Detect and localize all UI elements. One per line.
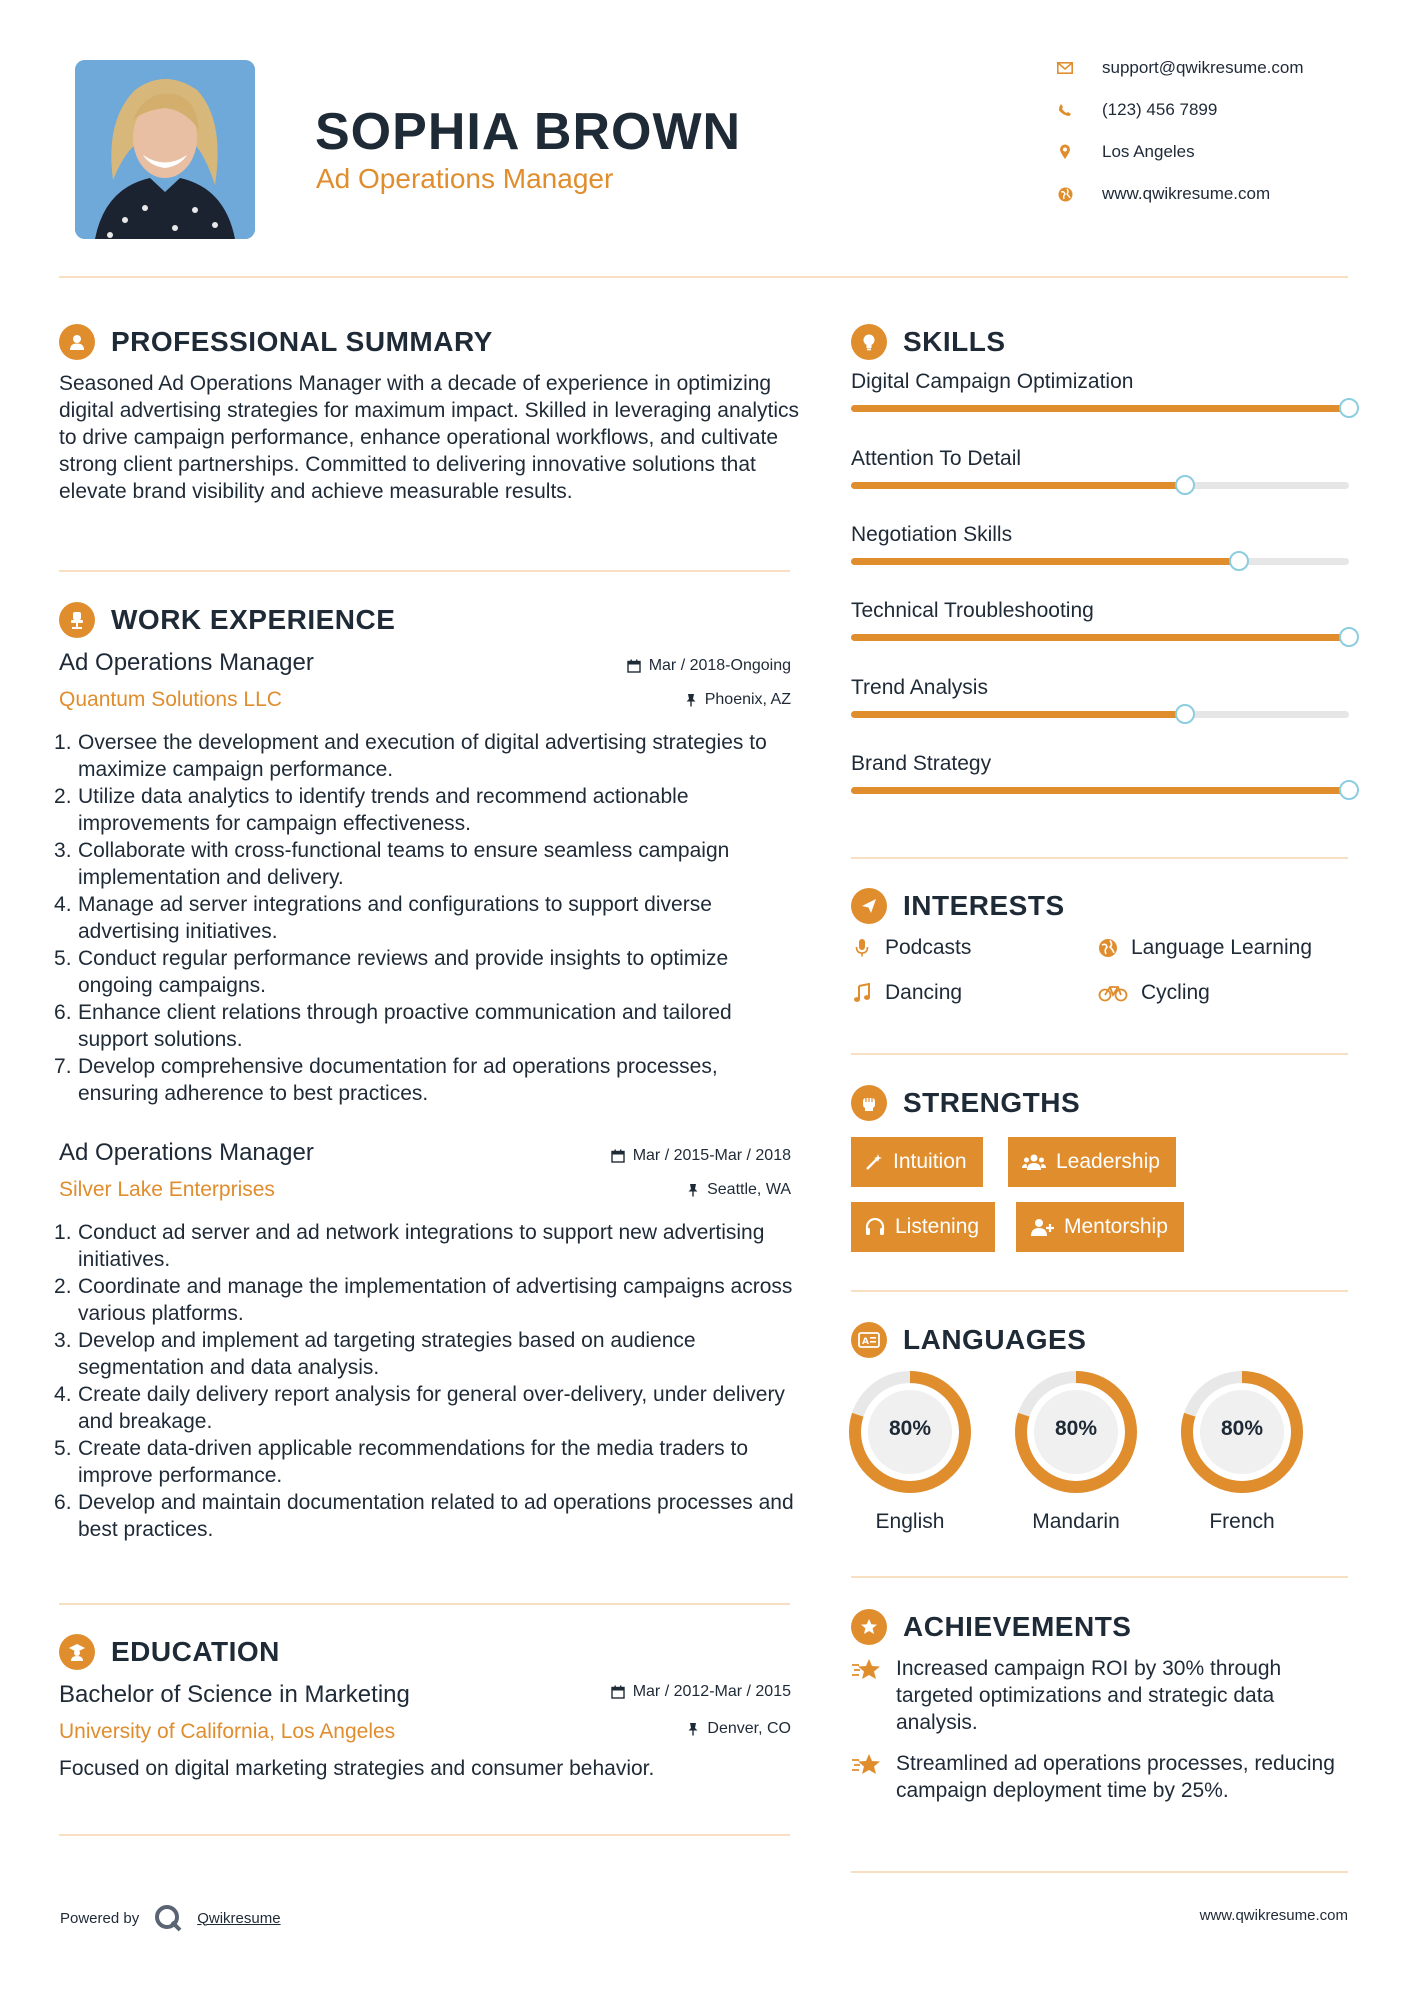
- contact-email-text: support@qwikresume.com: [1102, 58, 1304, 77]
- skill-track: [851, 634, 1349, 641]
- phone-icon: [1055, 100, 1075, 120]
- header-divider: [59, 276, 1348, 278]
- interests-title: INTERESTS: [903, 890, 1065, 921]
- skills-divider: [851, 857, 1348, 859]
- headphones-icon: [865, 1218, 885, 1236]
- summary-text: Seasoned Ad Operations Manager with a decade of experience in optimizing digital advertising strategies for maximum impact. Skilled in leveraging analytics to drive campaign performance, enhance operational workflows, and cultivate strong client partnerships. Committed to delivering innovative solutions that elevate brand visibility and achieve measurable results.: [59, 372, 799, 503]
- achievements-heading: [851, 1609, 1131, 1645]
- skill-item: [851, 370, 1351, 394]
- powered-by: [60, 1903, 281, 1933]
- users-icon: [1022, 1153, 1046, 1171]
- pushpin-icon: [687, 1722, 699, 1736]
- duty-item: Conduct regular performance reviews and provide insights to optimize ongoing campaigns.: [78, 947, 729, 997]
- job-1-dates: [627, 657, 791, 675]
- microphone-icon: [851, 938, 873, 958]
- experience-title: WORK EXPERIENCE: [111, 604, 396, 635]
- duty-item: Create daily delivery report analysis for general over-delivery, under delivery and breakage.: [78, 1383, 785, 1433]
- language-item: [1180, 1370, 1304, 1534]
- languages-divider: [851, 1576, 1348, 1578]
- strength-label: Listening: [895, 1215, 980, 1238]
- skill-fill: [851, 787, 1349, 794]
- interest-label: Cycling: [1141, 981, 1210, 1004]
- skill-knob: [1339, 627, 1359, 647]
- languages-title: LANGUAGES: [903, 1324, 1087, 1355]
- duty-item: Create data-driven applicable recommendations for the media traders to improve performance.: [78, 1437, 749, 1487]
- strength-badge: [1016, 1202, 1184, 1252]
- education-dates: [611, 1683, 791, 1701]
- svg-text:A: A: [862, 1337, 869, 1347]
- calendar-icon: [627, 659, 641, 673]
- education-location-text: Denver, CO: [707, 1720, 791, 1737]
- job-1-company: Quantum Solutions LLC: [59, 688, 282, 711]
- language-percent: 80%: [1054, 1417, 1098, 1440]
- skill-knob: [1339, 398, 1359, 418]
- globe-icon: [1055, 184, 1075, 204]
- lightbulb-icon: [851, 324, 887, 360]
- skill-name: Negotiation Skills: [851, 523, 1013, 546]
- interest-item: [1097, 981, 1210, 1005]
- job-2-duties: [54, 1219, 794, 1543]
- job-2-location-text: Seattle, WA: [707, 1181, 791, 1198]
- strength-badge: [1008, 1137, 1176, 1187]
- education-heading: [59, 1634, 280, 1670]
- user-icon: [59, 324, 95, 360]
- skill-track: [851, 711, 1349, 718]
- education-location: [687, 1720, 791, 1738]
- education-school: University of California, Los Angeles: [59, 1720, 396, 1743]
- skill-fill: [851, 405, 1349, 412]
- map-pin-icon: [1055, 142, 1075, 162]
- language-name: English: [875, 1510, 945, 1533]
- language-name: Mandarin: [1032, 1510, 1120, 1533]
- contact-phone-text: (123) 456 7899: [1102, 100, 1218, 119]
- skill-track: [851, 787, 1349, 794]
- skill-name: Digital Campaign Optimization: [851, 370, 1134, 393]
- skill-fill: [851, 558, 1239, 565]
- duty-item: Utilize data analytics to identify trends and recommend actionable improvements for campaign effectiveness.: [78, 785, 689, 835]
- strength-label: Leadership: [1056, 1150, 1160, 1173]
- skill-name: Attention To Detail: [851, 447, 1022, 470]
- skill-name: Brand Strategy: [851, 752, 992, 775]
- globe-icon: [1097, 938, 1119, 958]
- calendar-icon: [611, 1149, 625, 1163]
- strengths-heading: [851, 1085, 1080, 1121]
- duty-item: Conduct ad server and ad network integrations to support new advertising initiatives.: [78, 1221, 765, 1271]
- office-chair-icon: [59, 602, 95, 638]
- award-star-icon: [851, 1657, 885, 1736]
- strengths-divider: [851, 1290, 1348, 1292]
- skill-item: [851, 676, 1351, 700]
- language-name: French: [1209, 1510, 1275, 1533]
- duty-item: Enhance client relations through proactive communication and tailored support solutions.: [78, 1001, 732, 1051]
- skill-track: [851, 482, 1349, 489]
- skill-knob: [1175, 704, 1195, 724]
- language-percent: 80%: [888, 1417, 932, 1440]
- pushpin-icon: [685, 693, 697, 707]
- music-note-icon: [851, 983, 873, 1003]
- candidate-name: SOPHIA BROWN: [315, 103, 742, 161]
- duty-item: Coordinate and manage the implementation of advertising campaigns across various platforms.: [78, 1275, 793, 1325]
- envelope-icon: [1055, 58, 1075, 78]
- experience-divider: [59, 1603, 790, 1605]
- skills-heading: [851, 324, 1006, 360]
- interest-item: [851, 936, 971, 960]
- contact-location-text: Los Angeles: [1102, 142, 1195, 161]
- profile-photo: [75, 60, 255, 239]
- summary-divider: [59, 570, 790, 572]
- language-percent: 80%: [1220, 1417, 1264, 1440]
- skill-item: [851, 447, 1351, 471]
- skill-track: [851, 558, 1349, 565]
- duty-item: Develop and implement ad targeting strategies based on audience segmentation and data analysis.: [78, 1329, 696, 1379]
- language-card-icon: [851, 1322, 887, 1358]
- candidate-title: Ad Operations Manager: [316, 163, 614, 194]
- user-plus-icon: [1030, 1218, 1054, 1236]
- interest-item: [851, 981, 962, 1005]
- contact-email[interactable]: [1055, 58, 1304, 78]
- calendar-icon: [611, 1685, 625, 1699]
- interests-heading: [851, 888, 1065, 924]
- paper-plane-icon: [851, 888, 887, 924]
- footer-url[interactable]: www.qwikresume.com: [1199, 1907, 1348, 1924]
- skill-item: [851, 523, 1351, 547]
- achievement-text: Streamlined ad operations processes, reducing campaign deployment time by 25%.: [896, 1752, 1335, 1802]
- skills-title: SKILLS: [903, 326, 1006, 357]
- achievements-title: ACHIEVEMENTS: [903, 1611, 1132, 1642]
- contact-website-text: www.qwikresume.com: [1102, 184, 1271, 203]
- duty-item: Develop and maintain documentation related to ad operations processes and best practices.: [78, 1491, 794, 1541]
- job-1-location-text: Phoenix, AZ: [704, 691, 791, 708]
- strength-badge: [851, 1202, 995, 1252]
- education-dates-text: Mar / 2012-Mar / 2015: [632, 1683, 791, 1700]
- strength-label: Intuition: [893, 1150, 967, 1173]
- contact-phone[interactable]: [1055, 100, 1217, 120]
- duty-item: Oversee the development and execution of digital advertising strategies to maximize campaign performance.: [78, 731, 767, 781]
- strength-label: Mentorship: [1064, 1215, 1168, 1238]
- skill-knob: [1339, 780, 1359, 800]
- job-2-company: Silver Lake Enterprises: [59, 1178, 275, 1201]
- skill-fill: [851, 711, 1185, 718]
- award-star-icon: [851, 1752, 885, 1804]
- education-description: Focused on digital marketing strategies and consumer behavior.: [59, 1757, 655, 1780]
- interests-divider: [851, 1053, 1348, 1055]
- duty-item: Collaborate with cross-functional teams to ensure seamless campaign implementation and delivery.: [78, 839, 730, 889]
- achievement-item: [851, 1655, 1351, 1736]
- pushpin-icon: [687, 1183, 699, 1197]
- job-1-location: [685, 691, 791, 709]
- job-2-title: Ad Operations Manager: [59, 1139, 314, 1166]
- job-2-dates: [611, 1147, 791, 1165]
- education-title: EDUCATION: [111, 1636, 280, 1667]
- star-badge-icon: [851, 1609, 887, 1645]
- achievements-divider: [851, 1871, 1348, 1873]
- achievement-item: [851, 1750, 1351, 1804]
- strength-badge: [851, 1137, 983, 1187]
- powered-by-label: Powered by: [60, 1909, 140, 1927]
- duty-item: Manage ad server integrations and configurations to support diverse advertising initiatives.: [78, 893, 712, 943]
- qwikresume-link[interactable]: Qwikresume: [197, 1909, 281, 1927]
- languages-heading: [851, 1322, 1086, 1358]
- skill-knob: [1175, 475, 1195, 495]
- interest-label: Language Learning: [1131, 936, 1313, 959]
- skill-fill: [851, 482, 1185, 489]
- fist-icon: [851, 1085, 887, 1121]
- contact-website[interactable]: [1055, 184, 1270, 204]
- job-2-dates-text: Mar / 2015-Mar / 2018: [632, 1147, 791, 1164]
- education-divider: [59, 1834, 790, 1836]
- language-item: [1014, 1370, 1138, 1534]
- skill-knob: [1229, 551, 1249, 571]
- skill-track: [851, 405, 1349, 412]
- contact-location: [1055, 142, 1195, 162]
- education-degree: Bachelor of Science in Marketing: [59, 1681, 410, 1708]
- achievement-text: Increased campaign ROI by 30% through targeted optimizations and strategic data analysis.: [896, 1657, 1282, 1734]
- interest-label: Dancing: [885, 981, 963, 1004]
- summary-title: PROFESSIONAL SUMMARY: [111, 326, 493, 357]
- language-item: [848, 1370, 972, 1534]
- strengths-title: STRENGTHS: [903, 1087, 1081, 1118]
- interest-label: Podcasts: [885, 936, 972, 959]
- job-1-dates-text: Mar / 2018-Ongoing: [648, 657, 791, 674]
- magic-wand-icon: [865, 1153, 883, 1171]
- graduate-icon: [59, 1634, 95, 1670]
- interest-item: [1097, 936, 1312, 960]
- qwikresume-logo-icon: [153, 1903, 183, 1933]
- skill-item: [851, 752, 1351, 776]
- job-1-duties: [54, 729, 794, 1107]
- experience-heading: [59, 602, 395, 638]
- job-1-title: Ad Operations Manager: [59, 649, 314, 676]
- skill-name: Trend Analysis: [851, 676, 988, 699]
- duty-item: Develop comprehensive documentation for ad operations processes, ensuring adherence to best practices.: [78, 1055, 718, 1105]
- bicycle-icon: [1097, 984, 1129, 1002]
- summary-heading: [59, 324, 493, 360]
- skill-item: [851, 599, 1351, 623]
- job-2-location: [687, 1181, 791, 1199]
- skill-name: Technical Troubleshooting: [851, 599, 1094, 622]
- skill-fill: [851, 634, 1349, 641]
